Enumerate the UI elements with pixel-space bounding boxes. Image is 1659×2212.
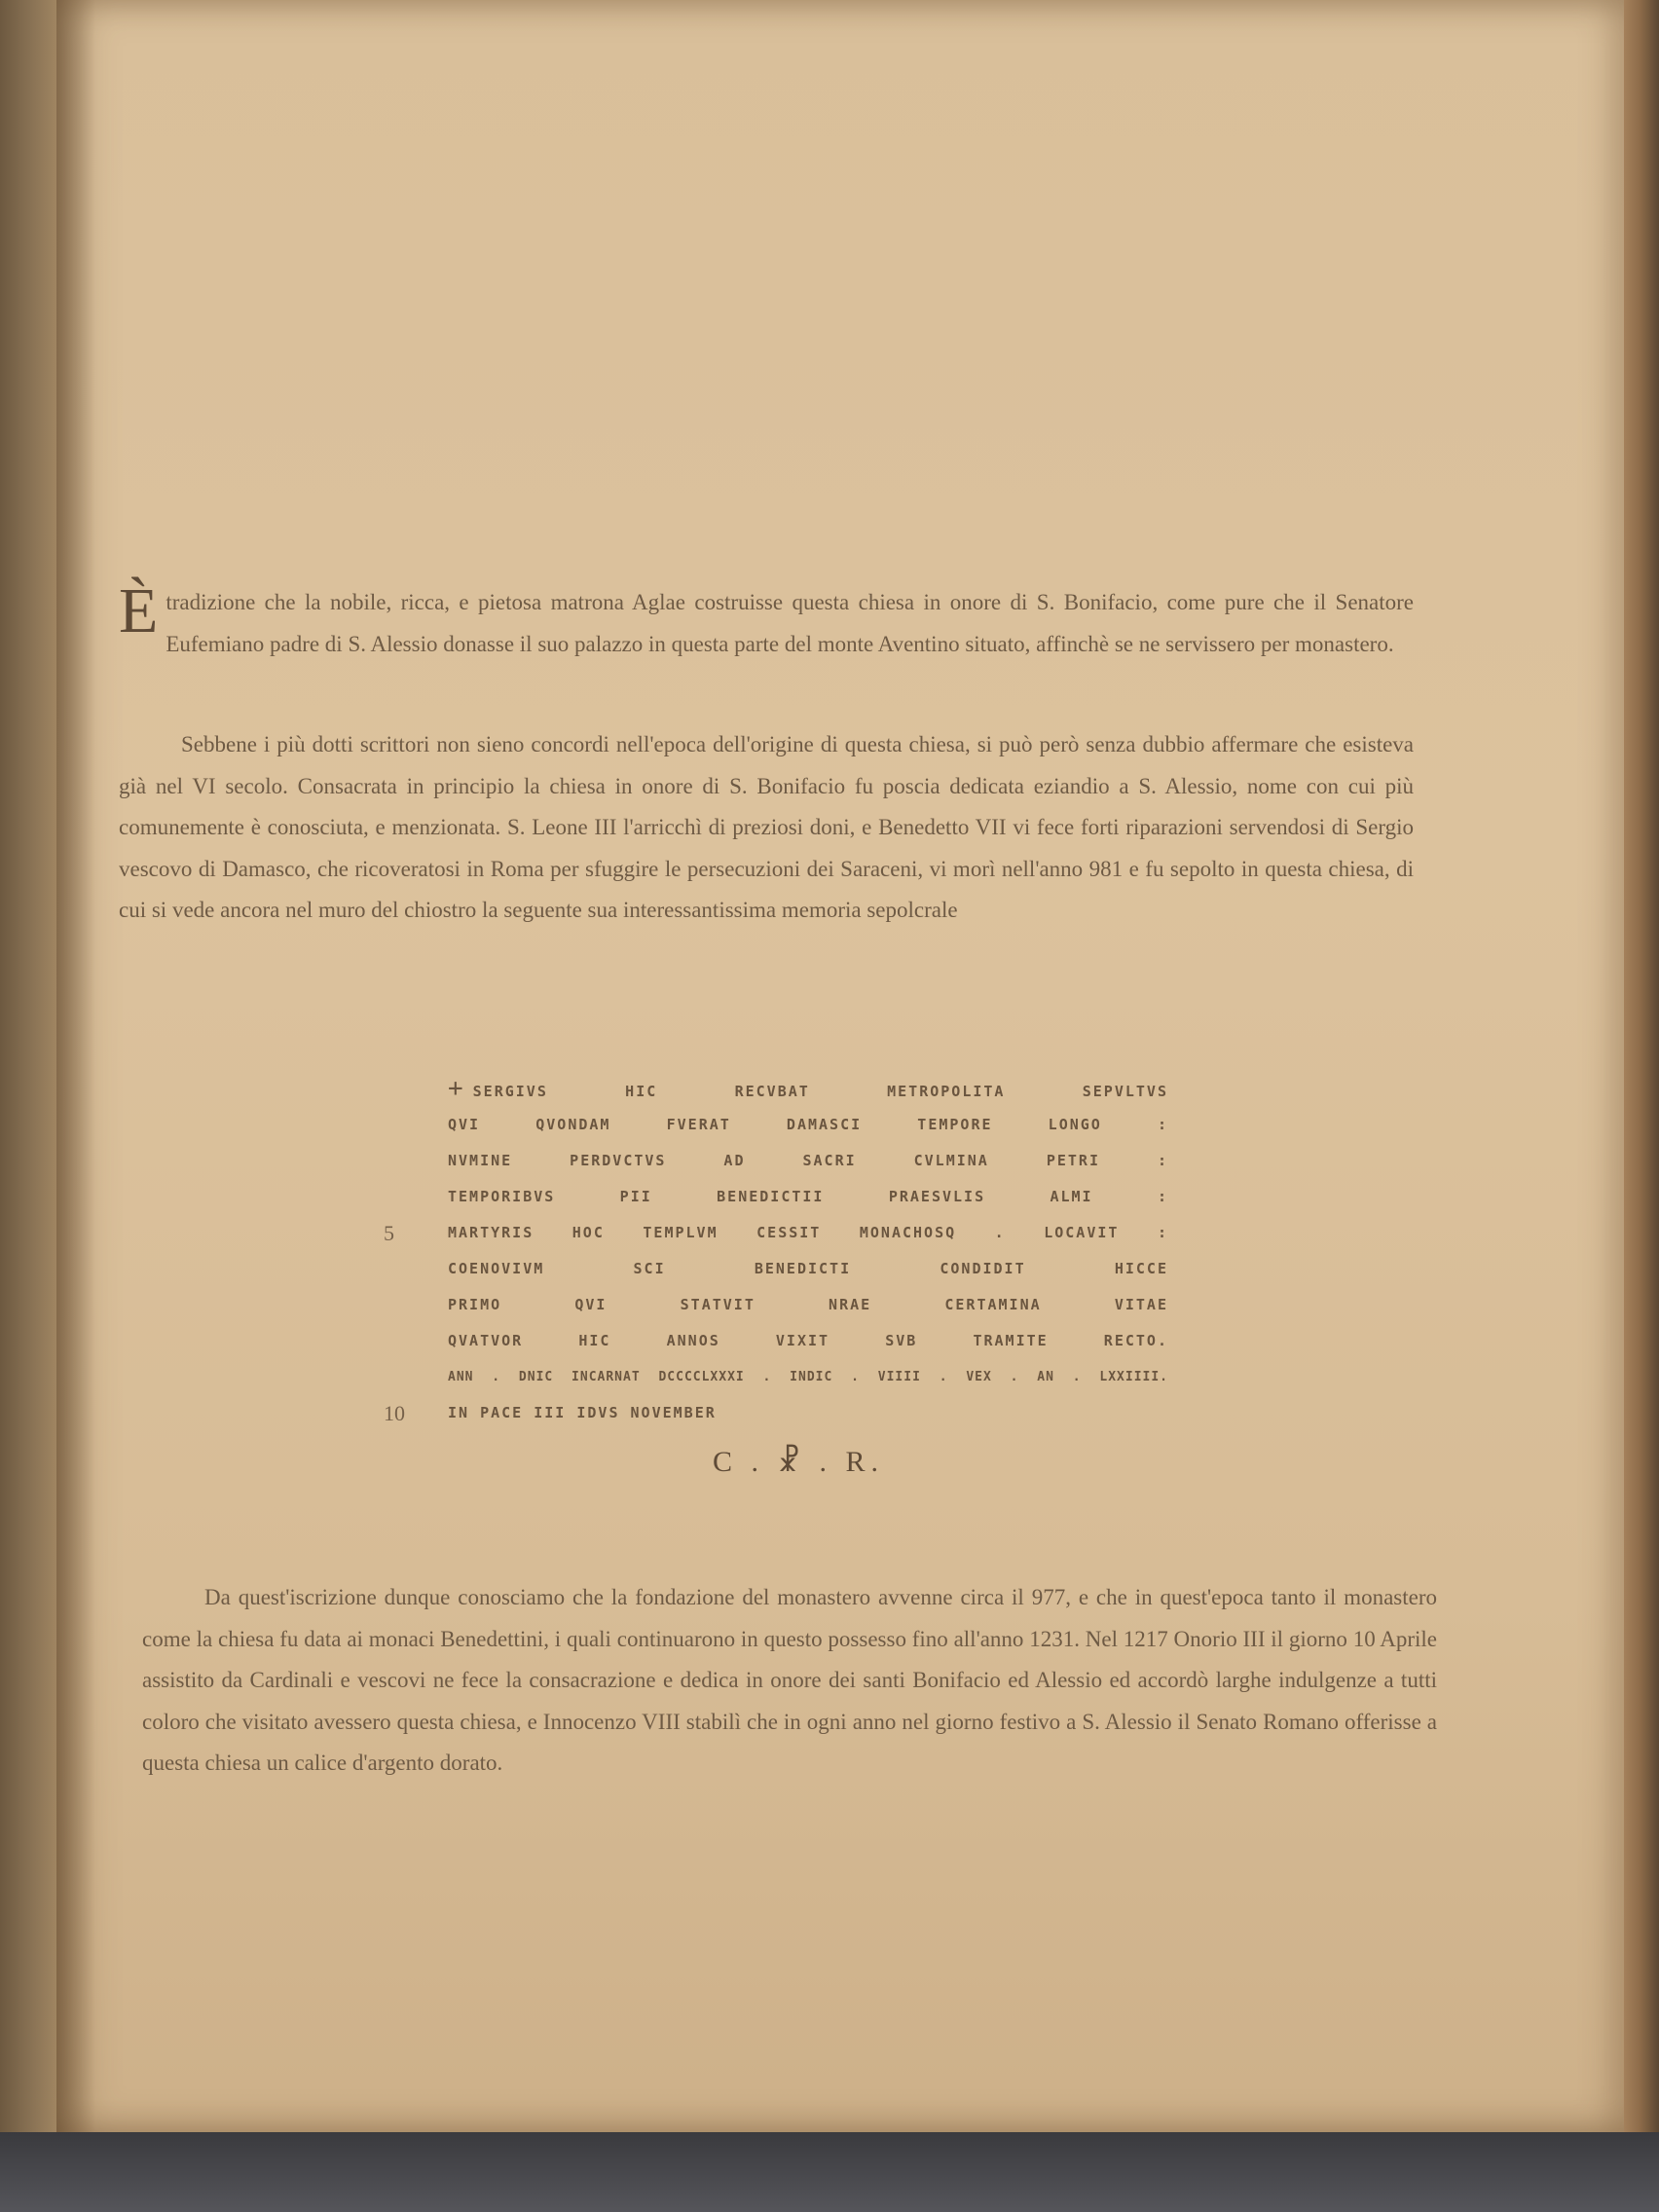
paragraph-intro-text: tradizione che la nobile, ricca, e pietosa matrona Aglae costruisse questa chiesa in onore di S. Bonifacio, come pure che il Senatore Eufemiano padre di S. Alessio donasse il suo palazzo in questa parte del monte Aventino situato, affinchè se ne servissero per monastero. — [166, 590, 1414, 656]
table-surface — [0, 2132, 1659, 2212]
inscription-siglum: C . ☧ . R. — [712, 1446, 885, 1478]
paragraph-intro — [119, 575, 1414, 665]
book-page — [56, 0, 1624, 2132]
inscription-line: PRIMO QVI STATVIT NRAE CERTAMINA VITAE — [448, 1296, 1168, 1313]
paragraph-conclusion: Da quest'iscrizione dunque conosciamo che la fondazione del monastero avvenne circa il 977, e che in quest'epoca tanto il monastero come la chiesa fu data ai monaci Benedettini, i quali continuarono in questo possesso fino all'anno 1231. Nel 1217 Onorio III il giorno 10 Aprile assistito da Cardinali e vescovi ne fece la consacrazione e dedica in onore dei santi Bonifacio ed Alessio ed accordò larghe indulgenze a tutti coloro che visitato avessero questa chiesa, e Innocenzo VIII stabilì che in ogni anno nel giorno festivo a S. Alessio il Senato Romano offerisse a questa chiesa un calice d'argento dorato. — [142, 1585, 1437, 1775]
inscription-line: ANN . DNIC INCARNAT DCCCCLXXXI . INDIC . VIIII . VEX . AN . LXXIIII. — [448, 1370, 1168, 1384]
epitaph-inscription — [384, 1071, 1168, 1431]
line-number: 10 — [384, 1401, 405, 1425]
inscription-line: 5 MARTYRIS HOC TEMPLVM CESSIT MONACHOSQ . LOCAVIT : — [448, 1215, 1168, 1251]
inscription-line: NVMINE PERDVCTVS AD SACRI CVLMINA PETRI : — [448, 1152, 1168, 1169]
inscription-line: + SERGIVS HIC RECVBAT METROPOLITA SEPVLTVS — [448, 1074, 1168, 1103]
inscription-line: QVATVOR HIC ANNOS VIXIT SVB TRAMITE RECTO. — [448, 1332, 1168, 1349]
inscription-line: QVI QVONDAM FVERAT DAMASCI TEMPORE LONGO : — [448, 1116, 1168, 1133]
inscription-line: TEMPORIBVS PII BENEDICTII PRAESVLIS ALMI : — [448, 1188, 1168, 1205]
inscription-line: COENOVIVM SCI BENEDICTI CONDIDIT HICCE — [448, 1260, 1168, 1277]
page-gutter-shadow — [56, 0, 95, 2132]
cross-icon: + — [448, 1074, 465, 1103]
line-number: 5 — [384, 1221, 394, 1245]
inscription-line: 10 IN PACE III IDVS NOVEMBER — [448, 1395, 1168, 1431]
drop-cap-initial: È — [119, 575, 159, 646]
paragraph-history: Sebbene i più dotti scrittori non sieno concordi nell'epoca dell'origine di questa chiesa, si può però senza dubbio affermare che esisteva già nel VI secolo. Consacrata in principio la chiesa in onore di S. Bonifacio fu poscia dedicata eziandio a S. Alessio, nome con cui più comunemente è conosciuta, e menzionata. S. Leone III l'arricchì di preziosi doni, e Benedetto VII vi fece forti riparazioni servendosi di Sergio vescovo di Damasco, che ricoveratosi in Roma per sfuggire le persecuzioni dei Saraceni, vi morì nell'anno 981 e fu sepolto in questa chiesa, di cui si vede ancora nel muro del chiostro la seguente sua interessantissima memoria sepolcrale — [119, 732, 1414, 922]
